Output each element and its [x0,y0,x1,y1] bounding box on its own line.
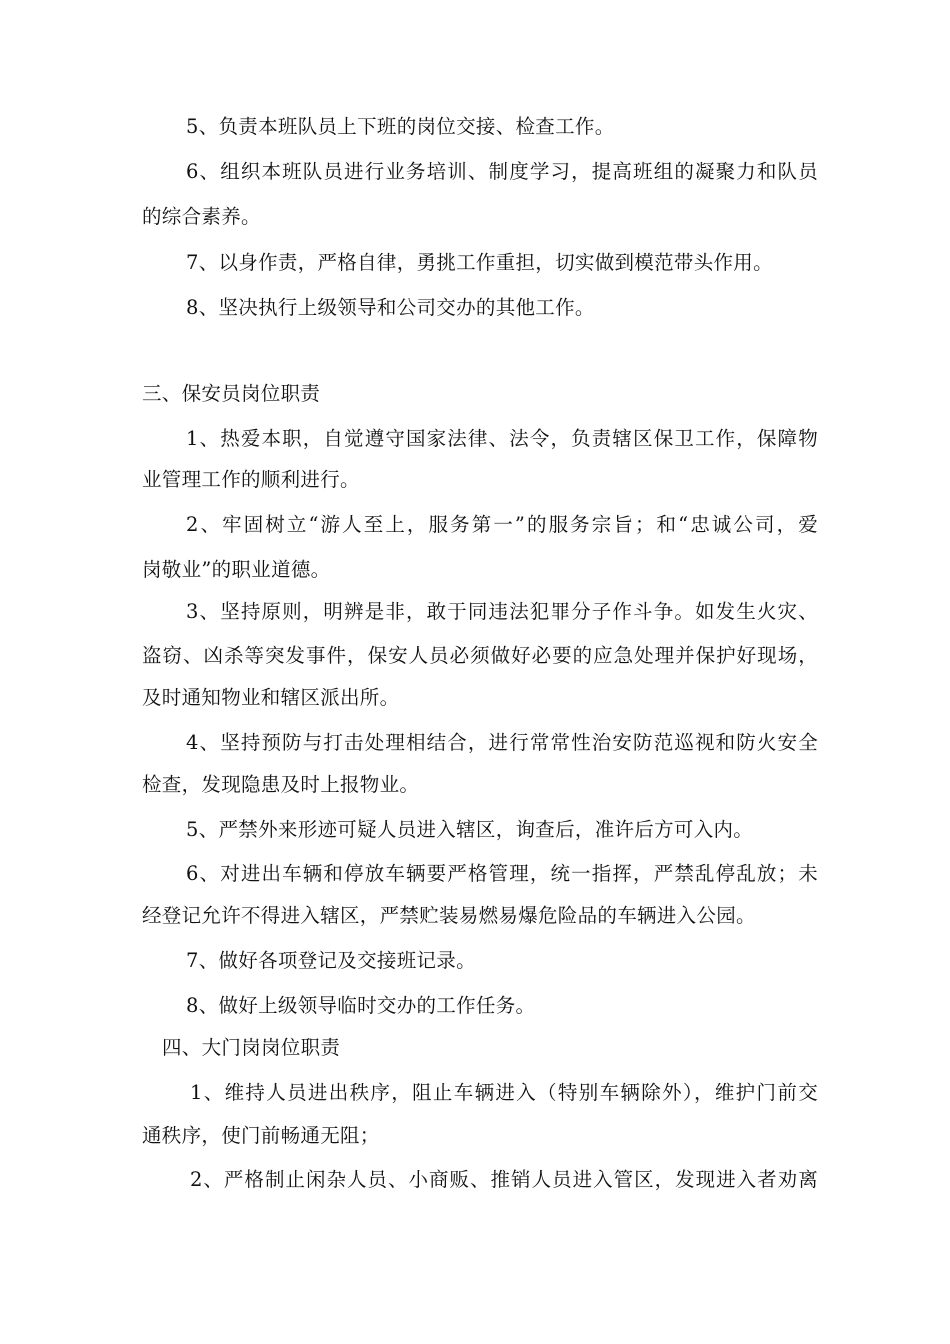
security-item-3: 3、坚持原则，明辨是非，敢于同违法犯罪分子作斗争。如发生火灾、 [186,600,818,623]
duty-item-6-cont: 的综合素养。 [142,205,261,228]
security-item-2: 2、牢固树立“游人至上，服务第一”的服务宗旨；和“忠诚公司，爱 [186,513,818,536]
security-item-6-cont: 经登记允许不得进入辖区，严禁贮装易燃易爆危险品的车辆进入公园。 [142,904,756,927]
gate-item-1: 1、维持人员进出秩序，阻止车辆进入（特别车辆除外），维护门前交 [190,1081,818,1104]
security-item-4-cont: 检查，发现隐患及时上报物业。 [142,773,420,796]
duty-item-5: 5、负责本班队员上下班的岗位交接、检查工作。 [186,115,615,138]
section-heading-security: 三、保安员岗位职责 [142,382,321,405]
security-item-1: 1、热爱本职，自觉遵守国家法律、法令，负责辖区保卫工作，保障物 [186,427,818,450]
security-item-1-cont: 业管理工作的顺利进行。 [142,468,360,491]
duty-item-8: 8、坚决执行上级领导和公司交办的其他工作。 [186,296,595,319]
security-item-7: 7、做好各项登记及交接班记录。 [186,949,476,972]
duty-item-6: 6、组织本班队员进行业务培训、制度学习，提高班组的凝聚力和队员 [186,160,818,183]
section-heading-gate: 四、大门岗岗位职责 [162,1036,341,1059]
security-item-4: 4、坚持预防与打击处理相结合，进行常常性治安防范巡视和防火安全 [186,731,818,754]
security-item-3-cont-1: 盗窃、凶杀等突发事件，保安人员必须做好必要的应急处理并保护好现场， [142,644,818,667]
gate-item-2: 2、严格制止闲杂人员、小商贩、推销人员进入管区，发现进入者劝离 [190,1168,818,1191]
gate-item-1-cont: 通秩序，使门前畅通无阻； [142,1124,380,1147]
duty-item-7: 7、以身作责，严格自律，勇挑工作重担，切实做到模范带头作用。 [186,251,773,274]
security-item-2-cont: 岗敬业”的职业道德。 [142,558,331,581]
security-item-5: 5、严禁外来形迹可疑人员进入辖区，询查后，准许后方可入内。 [186,818,754,841]
security-item-3-cont-2: 及时通知物业和辖区派出所。 [142,686,400,709]
security-item-8: 8、做好上级领导临时交办的工作任务。 [186,994,536,1017]
security-item-6: 6、对进出车辆和停放车辆要严格管理，统一指挥，严禁乱停乱放；未 [186,862,818,885]
